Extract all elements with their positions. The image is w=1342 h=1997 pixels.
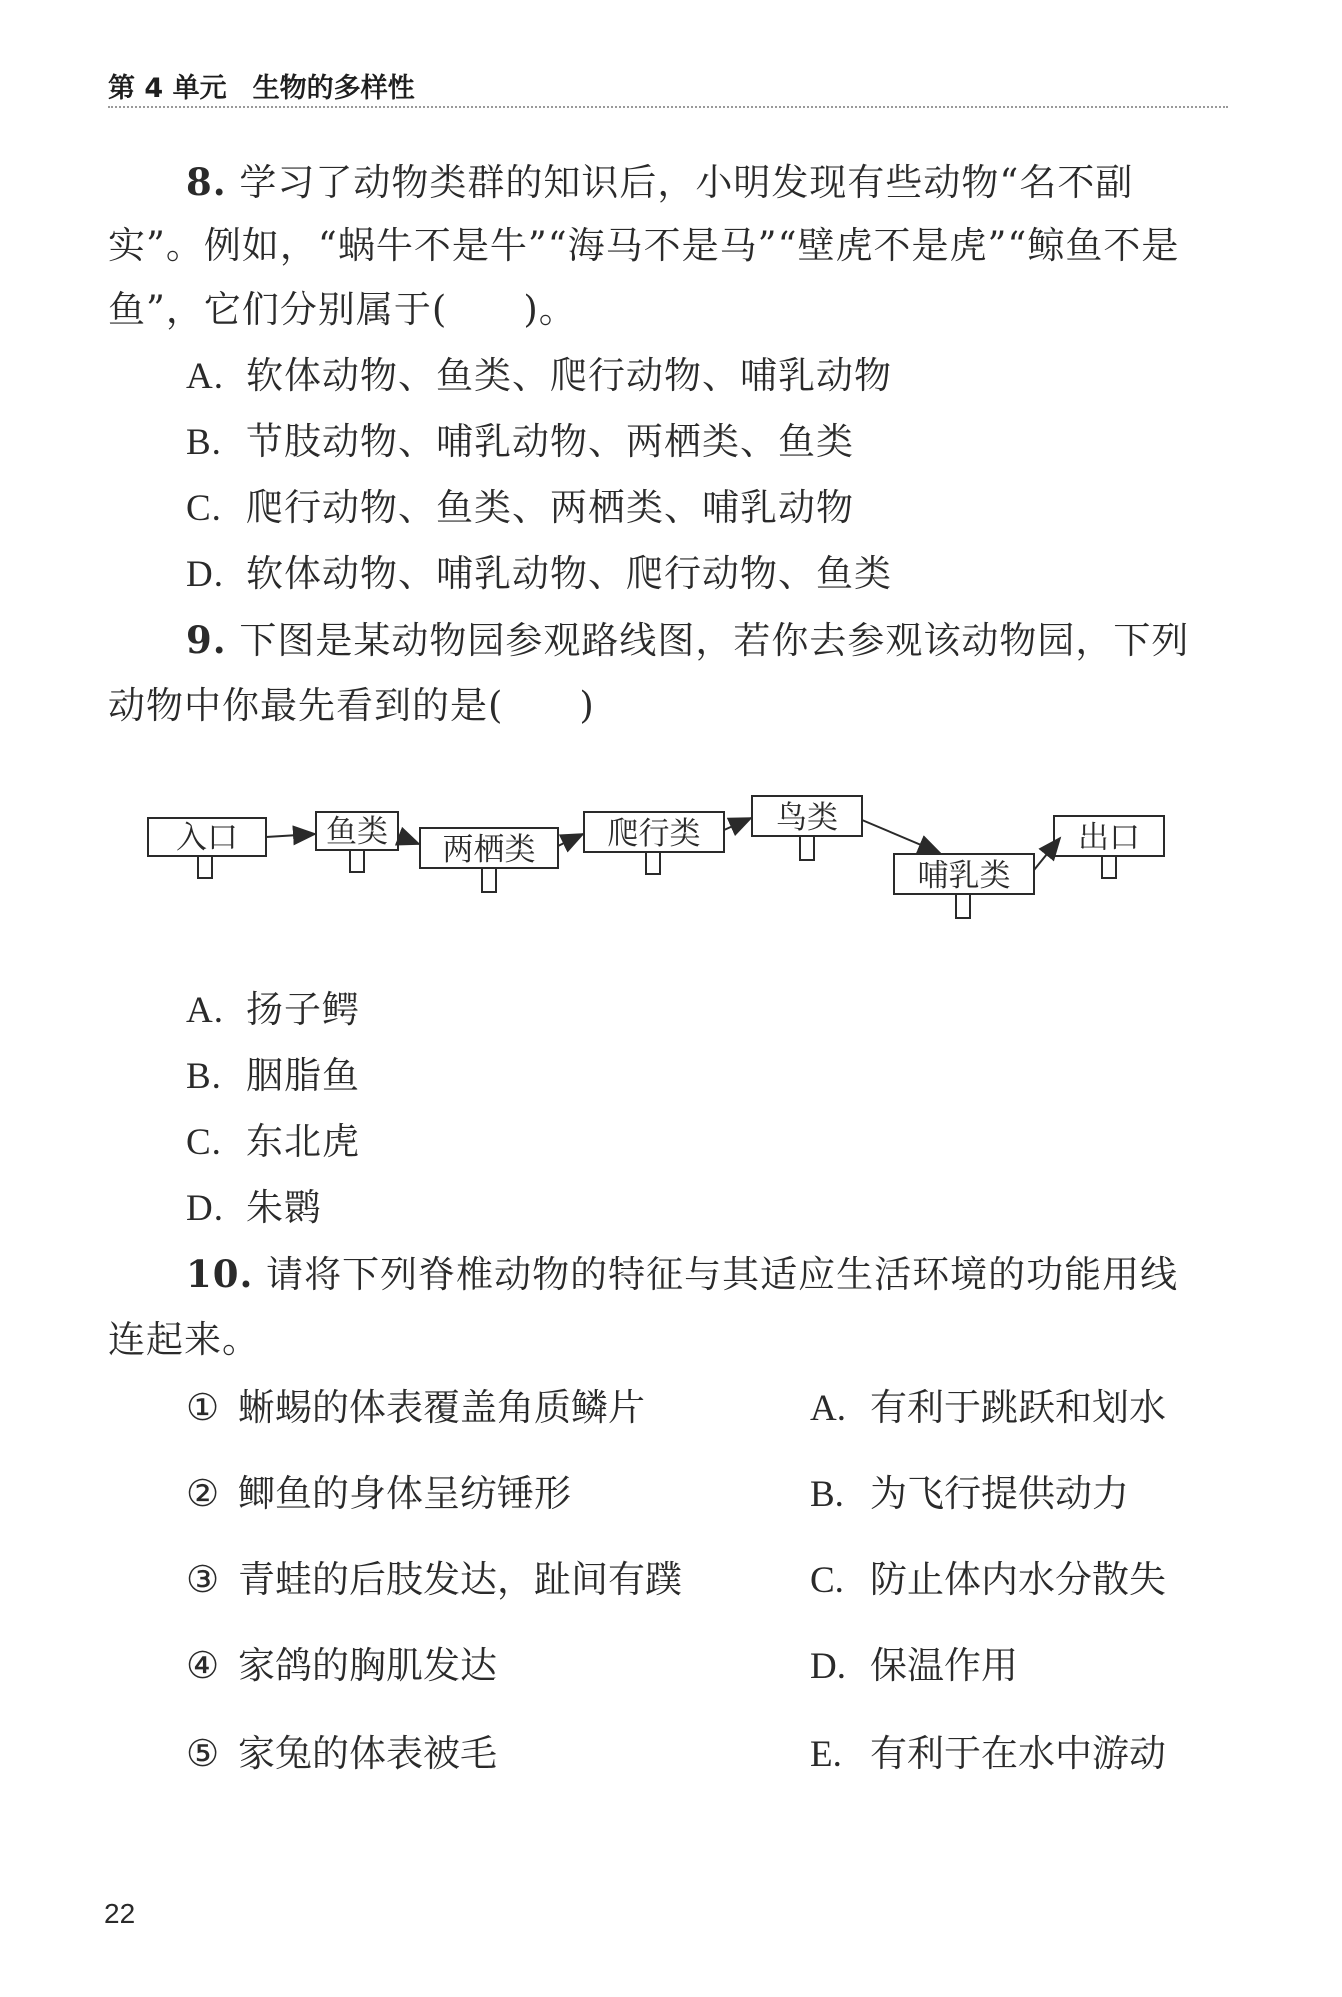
- function-letter: D.: [810, 1646, 846, 1687]
- feature-text: 家鸽的胸肌发达: [238, 1644, 497, 1687]
- q9-option-c[interactable]: [186, 1118, 360, 1167]
- feature-text: 蜥蜴的体表覆盖角质鳞片: [238, 1386, 645, 1429]
- feature-mark: ③: [186, 1558, 220, 1601]
- unit-title: 生物的多样性: [252, 73, 415, 104]
- option-text: 软体动物、鱼类、爬行动物、哺乳动物: [246, 354, 892, 397]
- option-text: 东北虎: [246, 1120, 360, 1163]
- function-text: 有利于跳跃和划水: [870, 1386, 1166, 1429]
- q10-function-c[interactable]: [810, 1556, 1166, 1605]
- feature-mark: ②: [186, 1472, 220, 1515]
- option-letter: C.: [186, 1122, 222, 1163]
- page-number: 22: [104, 1898, 136, 1929]
- option-letter: C.: [186, 488, 222, 529]
- route-label-amphibians: 两栖类: [442, 832, 536, 868]
- option-letter: A.: [186, 356, 224, 397]
- feature-text: 青蛙的后肢发达，趾间有蹼: [238, 1558, 682, 1601]
- q9-line-1: [186, 616, 1316, 665]
- option-text: 软体动物、哺乳动物、爬行动物、鱼类: [246, 552, 892, 595]
- q8-number: 8.: [186, 160, 227, 204]
- q10-feature-5[interactable]: [186, 1730, 497, 1778]
- header-divider: [108, 106, 1228, 108]
- route-label-mammals: 哺乳类: [917, 858, 1011, 894]
- q8-text-1: 学习了动物类群的知识后，小明发现有些动物“名不副: [239, 161, 1134, 204]
- option-text: 胭脂鱼: [246, 1054, 360, 1097]
- feature-text: 家兔的体表被毛: [238, 1732, 497, 1775]
- q9-line-2: 动物中你最先看到的是( ): [108, 684, 595, 727]
- option-letter: D.: [186, 554, 224, 595]
- q10-function-a[interactable]: [810, 1384, 1166, 1433]
- q10-feature-4[interactable]: [186, 1642, 497, 1690]
- q10-line-2: 连起来。: [108, 1318, 260, 1361]
- q8-option-a[interactable]: [186, 352, 892, 401]
- page-header: [108, 66, 415, 105]
- q8-option-d[interactable]: [186, 550, 892, 599]
- q9-option-a[interactable]: [186, 986, 360, 1035]
- q8-line-2: 实”。例如，“蜗牛不是牛”“海马不是马”“壁虎不是虎”“鲸鱼不是: [108, 224, 1180, 267]
- function-letter: A.: [810, 1388, 846, 1429]
- function-letter: E.: [810, 1734, 842, 1775]
- q8-option-c[interactable]: [186, 484, 854, 533]
- q8-line-3: 鱼”，它们分别属于( )。: [108, 288, 577, 331]
- q10-text-1: 请将下列脊椎动物的特征与其适应生活环境的功能用线: [266, 1253, 1179, 1296]
- option-text: 爬行动物、鱼类、两栖类、哺乳动物: [246, 486, 854, 529]
- q10-feature-2[interactable]: [186, 1470, 571, 1518]
- route-label-fish: 鱼类: [326, 814, 388, 850]
- function-text: 为飞行提供动力: [870, 1472, 1129, 1515]
- route-label-reptiles: 爬行类: [607, 816, 701, 852]
- option-letter: B.: [186, 1056, 222, 1097]
- q9-number: 9.: [186, 618, 227, 662]
- q10-feature-3[interactable]: [186, 1556, 682, 1604]
- option-text: 节肢动物、哺乳动物、两栖类、鱼类: [246, 420, 854, 463]
- q8-option-b[interactable]: [186, 418, 854, 467]
- route-svg: [140, 790, 1200, 950]
- feature-mark: ⑤: [186, 1732, 220, 1775]
- function-text: 保温作用: [870, 1644, 1018, 1687]
- route-label-exit: 出口: [1078, 820, 1140, 856]
- q9-text-1: 下图是某动物园参观路线图，若你去参观该动物园，下列: [239, 619, 1190, 662]
- route-label-birds: 鸟类: [776, 800, 838, 836]
- function-text: 有利于在水中游动: [870, 1732, 1166, 1775]
- zoo-route-diagram: [140, 790, 1200, 950]
- function-text: 防止体内水分散失: [870, 1558, 1166, 1601]
- option-text: 朱鹮: [246, 1186, 322, 1229]
- option-letter: A.: [186, 990, 224, 1031]
- q9-option-d[interactable]: [186, 1184, 322, 1233]
- route-label-entrance: 入口: [176, 820, 238, 856]
- q10-line-1: [186, 1250, 1316, 1299]
- unit-label: 第 4 单元: [108, 73, 227, 104]
- function-letter: C.: [810, 1560, 844, 1601]
- feature-mark: ④: [186, 1644, 220, 1687]
- feature-mark: ①: [186, 1386, 220, 1429]
- q10-function-d[interactable]: [810, 1642, 1018, 1691]
- q10-function-e[interactable]: [810, 1730, 1166, 1779]
- option-letter: B.: [186, 422, 222, 463]
- feature-text: 鲫鱼的身体呈纺锤形: [238, 1472, 571, 1515]
- q10-feature-1[interactable]: [186, 1384, 645, 1432]
- option-text: 扬子鳄: [246, 988, 360, 1031]
- q10-number: 10.: [186, 1252, 254, 1296]
- option-letter: D.: [186, 1188, 224, 1229]
- function-letter: B.: [810, 1474, 844, 1515]
- q10-function-b[interactable]: [810, 1470, 1129, 1519]
- q8-line-1: [186, 158, 1316, 207]
- q9-option-b[interactable]: [186, 1052, 360, 1101]
